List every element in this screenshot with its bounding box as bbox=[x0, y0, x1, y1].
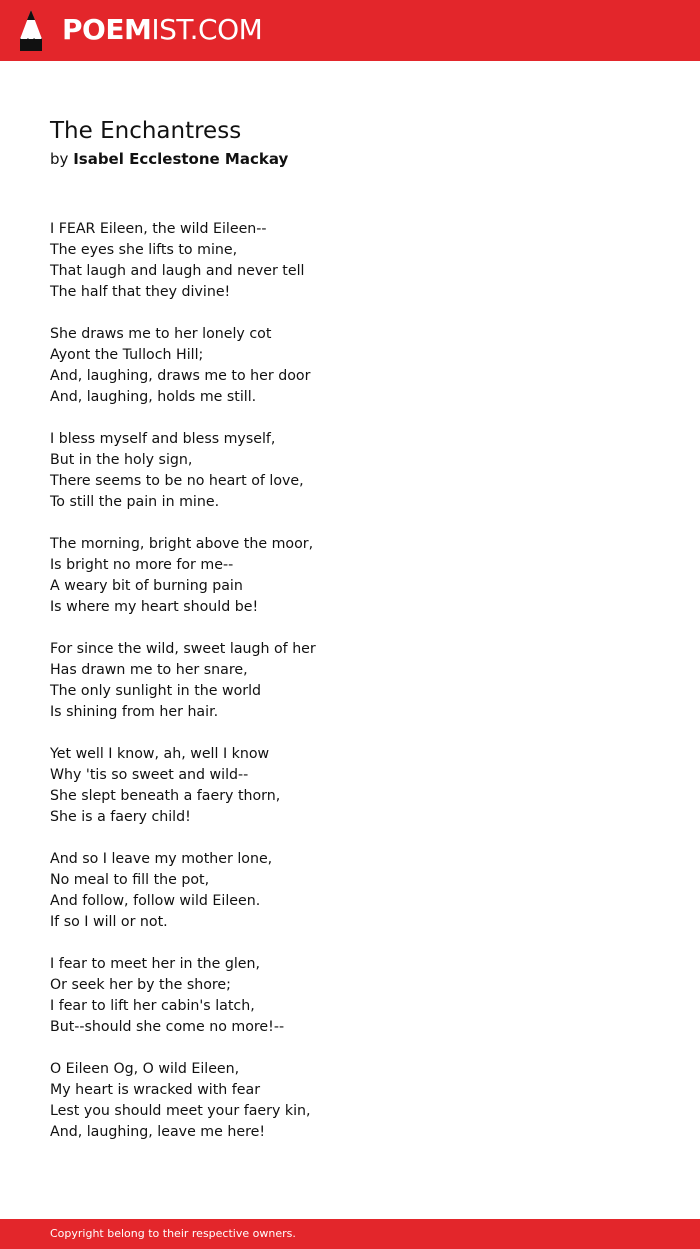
brand-light: IST.COM bbox=[151, 13, 263, 46]
poem-line: Is where my heart should be! bbox=[50, 599, 259, 615]
poem-line: For since the wild, sweet laugh of her bbox=[50, 641, 316, 657]
poem-line: O Eileen Og, O wild Eileen, bbox=[50, 1061, 240, 1077]
stanza bbox=[50, 534, 650, 618]
poem-line: Is bright no more for me-- bbox=[50, 557, 234, 573]
poem-body bbox=[50, 219, 650, 1143]
poem-line: And, laughing, leave me here! bbox=[50, 1124, 266, 1140]
stanza bbox=[50, 429, 650, 513]
stanza bbox=[50, 324, 650, 408]
poem-line: A weary bit of burning pain bbox=[50, 578, 243, 594]
poem-line: If so I will or not. bbox=[50, 914, 168, 930]
poem-line: Ayont the Tulloch Hill; bbox=[50, 347, 204, 363]
poem-line: I fear to lift her cabin's latch, bbox=[50, 998, 255, 1014]
stanza bbox=[50, 639, 650, 723]
byline bbox=[50, 148, 650, 170]
poem-line: And, laughing, draws me to her door bbox=[50, 368, 311, 384]
poem-line: The morning, bright above the moor, bbox=[50, 536, 314, 552]
poem-line: Yet well I know, ah, well I know bbox=[50, 746, 270, 762]
poem-line: To still the pain in mine. bbox=[50, 494, 220, 510]
stanza bbox=[50, 219, 650, 303]
poem-title: The Enchantress bbox=[50, 118, 242, 144]
stanza bbox=[50, 954, 650, 1038]
stanza bbox=[50, 1059, 650, 1143]
poem-line: That laugh and laugh and never tell bbox=[50, 263, 305, 279]
poem-line: My heart is wracked with fear bbox=[50, 1082, 261, 1098]
poem-line: No meal to fill the pot, bbox=[50, 872, 210, 888]
poem-line: Has drawn me to her snare, bbox=[50, 662, 248, 678]
by-label: by bbox=[50, 150, 69, 168]
poem-line: Lest you should meet your faery kin, bbox=[50, 1103, 311, 1119]
poem-line: She slept beneath a faery thorn, bbox=[50, 788, 281, 804]
poem-line: And, laughing, holds me still. bbox=[50, 389, 257, 405]
poem-line: But--should she come no more!-- bbox=[50, 1019, 285, 1035]
poem-line: The eyes she lifts to mine, bbox=[50, 242, 238, 258]
brand-bold: POEM bbox=[62, 13, 152, 46]
poem-line: And follow, follow wild Eileen. bbox=[50, 893, 261, 909]
poem-line: But in the holy sign, bbox=[50, 452, 193, 468]
poem-line: The half that they divine! bbox=[50, 284, 231, 300]
pencil-tip-icon[interactable] bbox=[17, 9, 45, 51]
poem-line: The only sunlight in the world bbox=[50, 683, 262, 699]
author-name[interactable]: Isabel Ecclestone Mackay bbox=[73, 150, 289, 168]
stanza bbox=[50, 849, 650, 933]
poem-line: I bless myself and bless myself, bbox=[50, 431, 276, 447]
poem-line: And so I leave my mother lone, bbox=[50, 851, 273, 867]
poem-line: Is shining from her hair. bbox=[50, 704, 219, 720]
copyright-text: Copyright belong to their respective owners. bbox=[50, 1227, 296, 1240]
poem-line: I FEAR Eileen, the wild Eileen-- bbox=[50, 221, 267, 237]
poem-content bbox=[50, 116, 650, 1164]
stanza bbox=[50, 744, 650, 828]
site-header bbox=[0, 0, 700, 61]
poem-line: Or seek her by the shore; bbox=[50, 977, 231, 993]
poem-line: She is a faery child! bbox=[50, 809, 191, 825]
poem-line: There seems to be no heart of love, bbox=[50, 473, 304, 489]
site-logo-text[interactable] bbox=[62, 12, 262, 48]
site-footer bbox=[0, 1219, 700, 1249]
poem-line: She draws me to her lonely cot bbox=[50, 326, 272, 342]
poem-line: Why 'tis so sweet and wild-- bbox=[50, 767, 249, 783]
poem-line: I fear to meet her in the glen, bbox=[50, 956, 261, 972]
